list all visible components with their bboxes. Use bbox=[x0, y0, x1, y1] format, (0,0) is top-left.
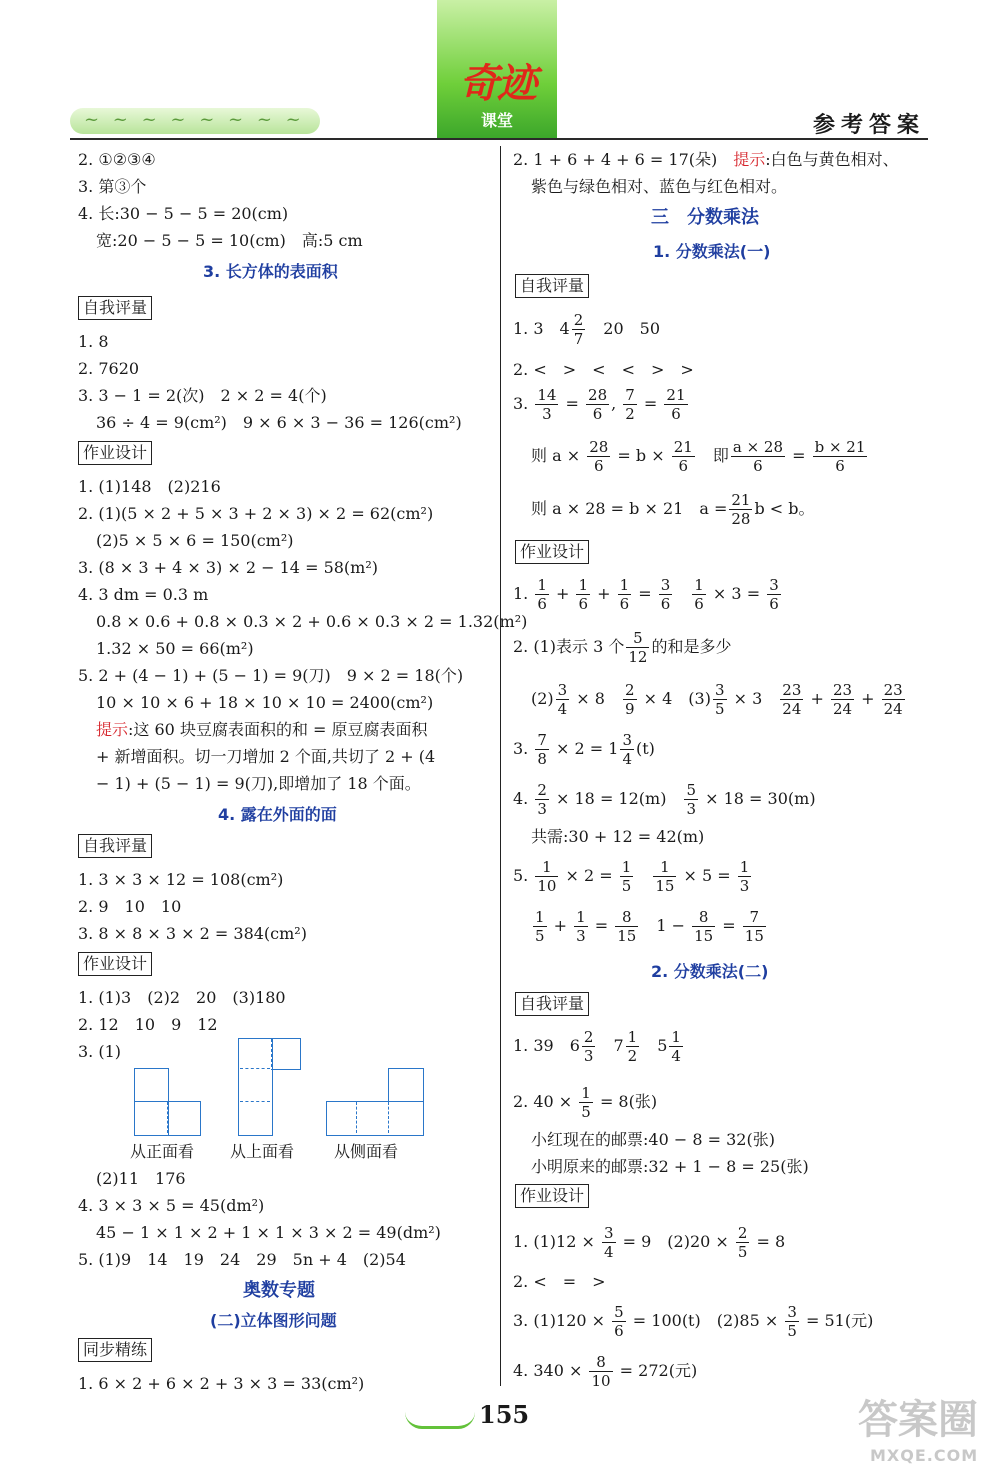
answer-text: 即 bbox=[712, 446, 729, 465]
answer-text: 1. 3 4 bbox=[513, 319, 570, 338]
answer-line: 共需:30 + 12 = 42(m) bbox=[531, 827, 705, 846]
answer-line: 2. 9 10 10 bbox=[78, 897, 182, 916]
answer-line: 2. 12 10 9 12 bbox=[78, 1015, 218, 1034]
answer-line: 小红现在的邮票:40 − 8 = 32(张) bbox=[531, 1130, 775, 1149]
answer-line: 2. 40 × $\frac{1}{5}$ = 8(张) bbox=[513, 1084, 658, 1121]
answer-text: 则 a × bbox=[531, 446, 581, 465]
answer-line: 45 − 1 × 1 × 2 + 1 × 1 × 3 × 2 = 49(dm²) bbox=[96, 1223, 441, 1242]
answer-text: × 18 = 12(m) bbox=[556, 789, 667, 808]
answer-line: 1. $\frac{1}{6}$ + $\frac{1}{6}$ + $\frac{1}{6}$ = $\frac{3}{6}$ $\frac{1}{6}$ × 3 = $\frac{3}{6}$ bbox=[513, 576, 779, 613]
section-label-box: 作业设计 bbox=[78, 441, 152, 465]
answer-line: 则 a × $\frac{28}{6}$ = b × $\frac{21}{6}$ 即 $\frac{a \times 28}{6}$ = $\frac{b \times 21}{6}$ bbox=[531, 438, 866, 475]
hint-line: − 1) + (5 − 1) = 9(刀),即增加了 18 个面。 bbox=[96, 774, 421, 793]
answer-text: 2. 1 + 6 + 4 + 6 = 17(朵) bbox=[513, 150, 718, 169]
answer-line: 2. 7620 bbox=[78, 359, 140, 378]
section-label-box: 自我评量 bbox=[515, 992, 589, 1016]
answer-text: = 8(张) bbox=[599, 1092, 658, 1111]
answer-line: (2) $\frac{3}{4}$ × 8 $\frac{2}{9}$ × 4 (3) $\frac{3}{5}$ × 3 $\frac{23}{24}$ + $\frac{23}{24}$ + $\frac{23}{24}$ bbox=[531, 681, 903, 718]
answer-text: 1. 39 6 bbox=[513, 1036, 580, 1055]
answer-text: 3. bbox=[513, 394, 529, 413]
answer-line: 2. ①②③④ bbox=[78, 150, 156, 169]
answer-text: b < b。 bbox=[754, 499, 815, 518]
answer-text: 20 50 bbox=[603, 319, 661, 338]
answer-text: 则 a × 28 = b × 21 a = bbox=[531, 499, 728, 518]
answer-text: 2. 40 × bbox=[513, 1092, 573, 1111]
answer-text: = 51(元) bbox=[805, 1311, 874, 1330]
answer-text: = b × bbox=[617, 446, 665, 465]
answer-line: 1. (1)12 × $\frac{3}{4}$ = 9 (2)20 × $\frac{2}{5}$ = 8 bbox=[513, 1224, 786, 1261]
watermark-url: MXQE.COM bbox=[870, 1446, 979, 1465]
answer-text: = 272(元) bbox=[619, 1361, 698, 1380]
answer-text: × 18 = 30(m) bbox=[705, 789, 816, 808]
answer-line: 2. (1)(5 × 2 + 5 × 3 + 2 × 3) × 2 = 62(cm²) bbox=[78, 504, 434, 523]
answer-text: = 100(t) (2)85 × bbox=[632, 1311, 779, 1330]
section-label-box: 同步精练 bbox=[78, 1338, 152, 1362]
topic-heading: 奥数专题 bbox=[243, 1280, 315, 1301]
answer-line: 3. $\frac{7}{8}$ × 2 = 1 $\frac{3}{4}$ (t) bbox=[513, 731, 655, 768]
watermark-logo: 答案圈 bbox=[858, 1397, 978, 1443]
answer-line: 4. 3 × 3 × 5 = 45(dm²) bbox=[78, 1196, 265, 1215]
answer-line: 1.32 × 50 = 66(m²) bbox=[96, 639, 254, 658]
answer-line: 1. 39 6 $\frac{2}{3}$ 7 $\frac{1}{2}$ 5 $\frac{1}{4}$ bbox=[513, 1028, 681, 1065]
answer-text: (2) bbox=[531, 689, 554, 708]
fraction: $\frac{2}{7}$ bbox=[573, 311, 584, 348]
answer-text: 1. (1)12 × bbox=[513, 1232, 595, 1251]
hint-text: :这 60 块豆腐表面积的和 = 原豆腐表面积 bbox=[128, 720, 428, 739]
answer-line bbox=[513, 311, 660, 348]
answer-line: 0.8 × 0.6 + 0.8 × 0.3 × 2 + 0.6 × 0.3 × 2 = 1.32(m²) bbox=[96, 612, 528, 631]
section-label-box: 自我评量 bbox=[515, 274, 589, 298]
answer-line: 5. (1)9 14 19 24 29 5n + 4 (2)54 bbox=[78, 1250, 406, 1269]
hint-line: + 新增面积。切一刀增加 2 个面,共切了 2 + (4 bbox=[96, 747, 436, 766]
answer-line: 小明原来的邮票:32 + 1 − 8 = 25(张) bbox=[531, 1157, 809, 1176]
answer-line: 5. $\frac{1}{10}$ × 2 = $\frac{1}{5}$ $\frac{1}{15}$ × 5 = $\frac{1}{3}$ bbox=[513, 858, 750, 895]
answer-text: 3. bbox=[513, 739, 529, 758]
answer-line: 4. 3 dm = 0.3 m bbox=[78, 585, 209, 604]
answer-line: 3. (8 × 3 + 4 × 3) × 2 − 14 = 58(m²) bbox=[78, 558, 378, 577]
subsection-heading: (二)立体图形问题 bbox=[210, 1311, 337, 1330]
section-label-box: 作业设计 bbox=[515, 1184, 589, 1208]
answer-text: 4. bbox=[513, 789, 529, 808]
answer-line: 5. 2 + (4 − 1) + (5 − 1) = 9(刀) 9 × 2 = 18(个) bbox=[78, 666, 464, 685]
answer-line: 4. 长:30 − 5 − 5 = 20(cm) bbox=[78, 204, 289, 223]
answer-line: 3. 第③个 bbox=[78, 177, 147, 196]
answer-text: (t) bbox=[635, 739, 655, 758]
answer-line: 2. < > < < > > bbox=[513, 360, 694, 379]
logo-subtitle: 课堂 bbox=[480, 111, 513, 130]
section-label-box: 自我评量 bbox=[78, 834, 152, 858]
subsection-heading: 4. 露在外面的面 bbox=[218, 805, 337, 824]
answer-line: $\frac{1}{5}$ + $\frac{1}{3}$ = $\frac{8}{15}$ 1 − $\frac{8}{15}$ = $\frac{7}{15}$ bbox=[535, 908, 764, 945]
subsection-heading: 2. 分数乘法(二) bbox=[651, 962, 769, 981]
answer-line: 4. 340 × $\frac{8}{10}$ = 272(元) bbox=[513, 1353, 698, 1390]
hint-label: 提示 bbox=[733, 150, 766, 169]
answer-line: 3. 8 × 8 × 3 × 2 = 384(cm²) bbox=[78, 924, 307, 943]
section-label-box: 作业设计 bbox=[515, 540, 589, 564]
section-label-box: 自我评量 bbox=[78, 296, 152, 320]
answer-line: 1. 6 × 2 + 6 × 2 + 3 × 3 = 33(cm²) bbox=[78, 1374, 365, 1393]
answer-line: (2)5 × 5 × 6 = 150(cm²) bbox=[96, 531, 294, 550]
page-number-badge bbox=[395, 1396, 545, 1432]
header-rule bbox=[70, 138, 928, 140]
logo-title: 奇迹 bbox=[459, 60, 535, 107]
answer-text: (3) bbox=[688, 689, 711, 708]
hint-line: 紫色与绿色相对、蓝色与红色相对。 bbox=[531, 177, 788, 196]
answer-line: 1. 3 × 3 × 12 = 108(cm²) bbox=[78, 870, 284, 889]
answer-line: 3. (1) bbox=[78, 1042, 122, 1061]
answer-line: 2. < = > bbox=[513, 1272, 606, 1291]
swirl-ornament-icon bbox=[405, 1412, 475, 1429]
answer-text: 1. bbox=[513, 584, 529, 603]
answer-line: 3. $\frac{14}{3}$ = $\frac{28}{6}$ , $\frac{7}{2}$ = $\frac{21}{6}$ bbox=[513, 386, 686, 423]
answer-line: 1. (1)3 (2)2 20 (3)180 bbox=[78, 988, 286, 1007]
section-title: 参考答案 bbox=[812, 112, 925, 138]
answer-line: 36 ÷ 4 = 9(cm²) 9 × 6 × 3 − 36 = 126(cm²) bbox=[96, 413, 462, 432]
answer-line: 10 × 10 × 6 + 18 × 10 × 10 = 2400(cm²) bbox=[96, 693, 434, 712]
subsection-heading: 1. 分数乘法(一) bbox=[653, 242, 771, 261]
answer-line: 宽:20 − 5 − 5 = 10(cm) 高:5 cm bbox=[96, 231, 363, 250]
answer-text: 的和是多少 bbox=[651, 637, 732, 656]
answer-text: = 8 bbox=[756, 1232, 786, 1251]
decorative-wave-banner bbox=[70, 108, 320, 134]
view-caption: 从侧面看 bbox=[334, 1142, 399, 1161]
subsection-heading: 3. 长方体的表面积 bbox=[203, 262, 338, 281]
answer-line: 则 a × 28 = b × 21 a = $\frac{21}{28}$ b < b。 bbox=[531, 491, 815, 528]
answer-line: 3. (1)120 × $\frac{5}{6}$ = 100(t) (2)85 × $\frac{3}{5}$ = 51(元) bbox=[513, 1303, 874, 1340]
answer-line: 1. (1)148 (2)216 bbox=[78, 477, 221, 496]
answer-text: 3. (1)120 × bbox=[513, 1311, 606, 1330]
answer-line: 1. 8 bbox=[78, 332, 109, 351]
answer-line: 4. $\frac{2}{3}$ × 18 = 12(m) $\frac{5}{3}$ × 18 = 30(m) bbox=[513, 781, 816, 818]
view-caption: 从上面看 bbox=[230, 1142, 295, 1161]
page-header bbox=[0, 0, 1000, 150]
answer-text: = 9 (2)20 × bbox=[622, 1232, 729, 1251]
answer-text: × 2 = 1 bbox=[556, 739, 619, 758]
answer-line: 3. 3 − 1 = 2(次) 2 × 2 = 4(个) bbox=[78, 386, 327, 405]
book-logo bbox=[437, 0, 557, 140]
answer-line bbox=[513, 146, 899, 173]
hint-line bbox=[96, 716, 428, 743]
answer-text: 5. bbox=[513, 866, 529, 885]
section-label-box: 作业设计 bbox=[78, 952, 152, 976]
hint-label: 提示 bbox=[96, 720, 129, 739]
answer-line: (2)11 176 bbox=[96, 1169, 186, 1188]
view-caption: 从正面看 bbox=[130, 1142, 195, 1161]
answer-text: 2. (1)表示 3 个 bbox=[513, 637, 625, 656]
answer-text: 4. 340 × bbox=[513, 1361, 583, 1380]
page-number: 155 bbox=[479, 1400, 530, 1429]
chapter-heading: 三 分数乘法 bbox=[651, 207, 759, 228]
column-divider bbox=[500, 146, 501, 1386]
answer-line: 2. (1)表示 3 个 $\frac{5}{12}$ 的和是多少 bbox=[513, 629, 732, 666]
hint-text: :白色与黄色相对、 bbox=[765, 150, 899, 169]
